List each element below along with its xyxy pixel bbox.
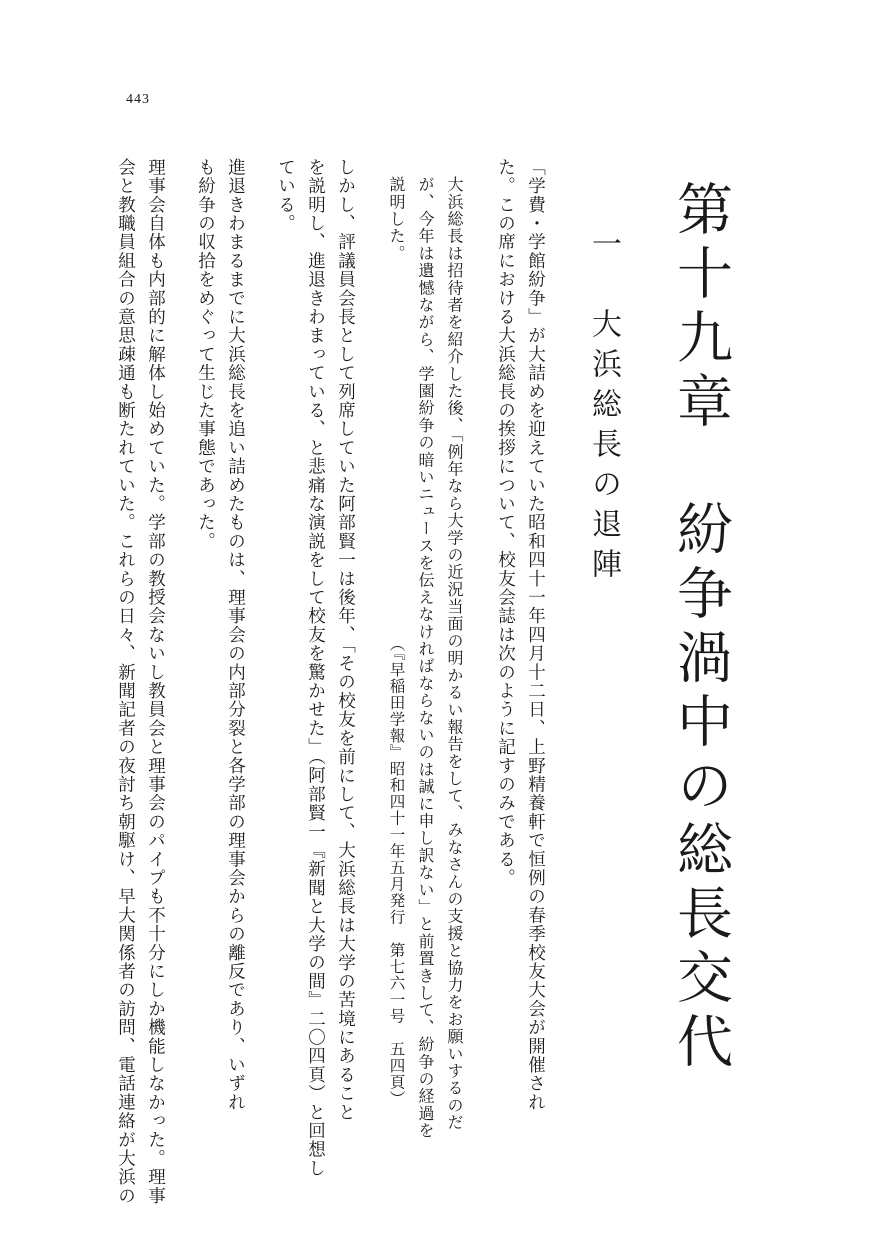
quote-column: が、今年は遺憾ながら、学園紛争の暗いニュースを伝えなければならないのは誠に申し訳ない」と前置きして、紛争の経過を <box>416 176 435 1140</box>
body-column: 進退きわまるまでに大浜総長を追い詰めたものは、理事会の内部分裂と各学部の理事会からの離反であり、いずれ <box>225 158 246 1112</box>
citation: （『早稲田学報』昭和四十一年五月発行 第七六一号 五四頁） <box>387 636 406 1107</box>
body-column: 「学費・学館紛争」が大詰めを迎えていた昭和四十一年四月十二日、上野精養軒で恒例の春季校友大会が開催され <box>525 158 546 1112</box>
body-column: も紛争の収拾をめぐって生じた事態であった。 <box>195 158 216 551</box>
body-column: を説明し、進退きわまっている、と悲痛な演説をして校友を驚かせた」（阿部賢一『新聞と大学の間』二〇四頁）と回想し <box>305 158 326 1178</box>
quote-column: 説明した。 <box>387 176 406 262</box>
section-title: 一 大浜総長の退陣 <box>586 228 621 588</box>
body-column: 会と教職員組合の意思疎通も断たれていた。これらの日々、新聞記者の夜討ち朝駆け、早大関係者の訪問、電話連絡が大浜の <box>115 158 136 1206</box>
page-number: 443 <box>126 92 150 107</box>
body-column: しかし、評議員会長として列席していた阿部賢一は後年、「その校友を前にして、大浜総長は大学の苦境にあること <box>335 158 356 1122</box>
body-column: 理事会自体も内部的に解体し始めていた。学部の教授会ないし教員会と理事会のパイプも不十分にしか機能しなかった。理事 <box>145 158 166 1206</box>
quote-column: 大浜総長は招待者を紹介した後、「例年なら大学の近況当面の明かるい報告をして、みなさんの支援と協力をお願いするのだ <box>445 176 464 1132</box>
body-column: ている。 <box>275 158 296 233</box>
body-column: た。この席における大浜総長の挨拶について、校友会誌は次のように記すのみである。 <box>495 158 516 888</box>
chapter-title: 第十九章 紛争渦中の総長交代 <box>668 180 733 1076</box>
